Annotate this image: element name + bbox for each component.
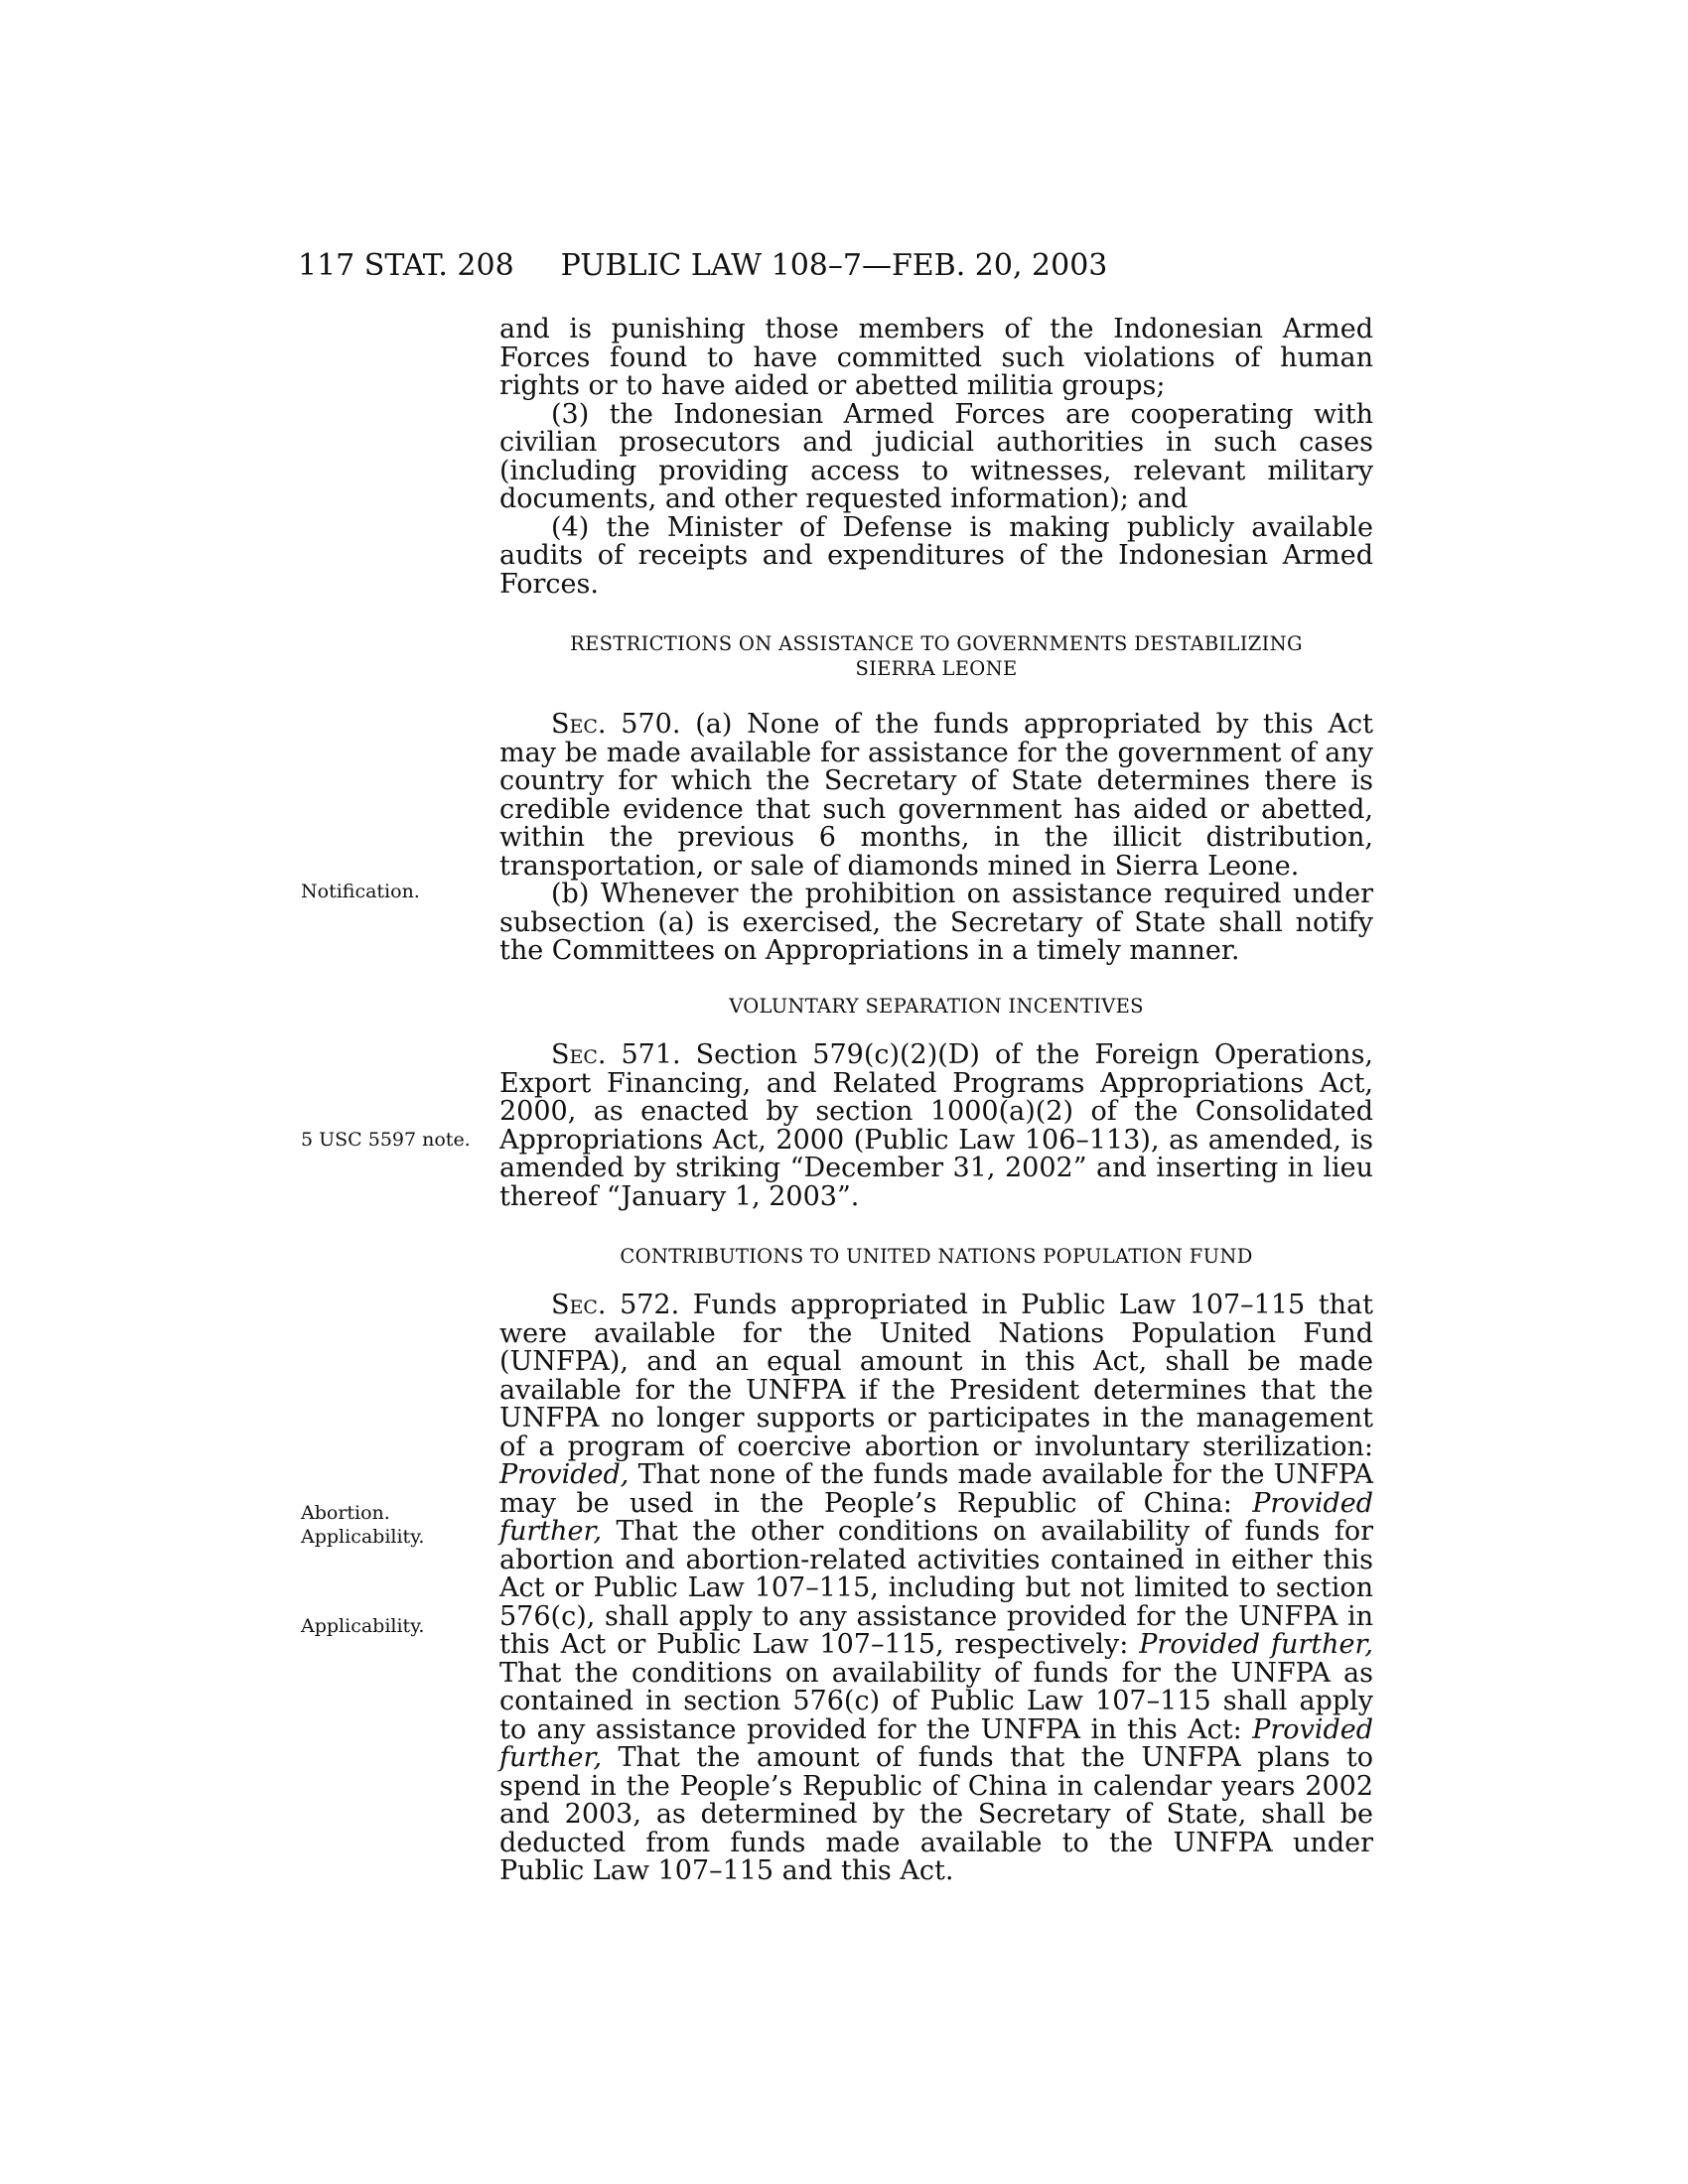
- sec570-label: Sec. 570.: [551, 709, 681, 740]
- sec572-text-1: Funds appropriated in Public Law 107–115 that were available for the United Nations Population Fund (UNFPA), and an equal amount in this Act, shall be made available for the UNFPA if the President determines that the UNFPA no longer supports or participates in the management of a program of coercive abortion or involuntary sterilization:: [499, 1290, 1373, 1462]
- sec572-text-2: That none of the funds made available for the UNFPA may be used in the People’s Republic of China:: [499, 1459, 1373, 1519]
- sec570-heading-line1: RESTRICTIONS ON ASSISTANCE TO GOVERNMENTS DESTABILIZING: [570, 632, 1303, 655]
- margin-note-applicability-1: Applicability.: [301, 1526, 425, 1548]
- page-header: [298, 246, 1370, 286]
- sec570-paragraph-b: (b) Whenever the prohibition on assistance required under subsection (a) is exercised, the Secretary of State shall notify the Committees on Appropriations in a timely manner.: [499, 879, 1373, 966]
- sec570-heading: [499, 631, 1373, 681]
- sec572-text-5: That the amount of funds that the UNFPA plans to spend in the People’s Republic of China in calendar years 2002 and 2003, as determined by the Secretary of State, shall be deducted from funds made available to the UNFPA under Public Law 107–115 and this Act.: [499, 1742, 1373, 1886]
- sec572-label: Sec. 572.: [551, 1290, 680, 1320]
- sec572-provided-4: Provided further,: [499, 1713, 1373, 1773]
- sec572-provided-1: Provided,: [499, 1459, 630, 1490]
- margin-note-usc: 5 USC 5597 note.: [301, 1129, 471, 1151]
- continuation-paragraph-1: and is punishing those members of the Indonesian Armed Forces found to have committed such violations of human rights or to have aided or abetted militia groups;: [499, 314, 1373, 401]
- continuation-paragraph-4: (4) the Minister of Defense is making publicly available audits of receipts and expenditures of the Indonesian Armed Forces.: [499, 511, 1373, 600]
- margin-note-abortion-label: Abortion.: [301, 1502, 390, 1524]
- sec571-heading: VOLUNTARY SEPARATION INCENTIVES: [729, 995, 1144, 1018]
- sec570-text-a: (a) None of the funds appropriated by this Act may be made available for assistance for the government of any country for which the Secretary of State determines there is credible evidence that such government has aided or abetted, within the previous 6 months, in the illicit distribution, transportation, or sale of diamonds mined in Sierra Leone.: [499, 709, 1373, 882]
- margin-note-applicability-2: Applicability.: [301, 1615, 425, 1637]
- sec571-body: [499, 1041, 1373, 1211]
- sec570-body: [499, 711, 1373, 966]
- sec571-text: Section 579(c)(2)(D) of the Foreign Operations, Export Financing, and Related Programs Appropriations Act, 2000, as enacted by section 1000(a)(2) of the Consolidated Appropriations Act, 2000 (Public Law 106–113), as amended, is amended by striking “December 31, 2002” and inserting in lieu thereof “January 1, 2003”.: [499, 1039, 1374, 1212]
- margin-note-notification: Notification.: [301, 881, 420, 902]
- sec572-text-4: That the conditions on availability of funds for the UNFPA as contained in section 576(c) of Public Law 107–115 shall apply to any assistance provided for the UNFPA in this Act:: [499, 1657, 1373, 1745]
- sec571-paragraph: [499, 1041, 1373, 1211]
- sec572-text-3: That the other conditions on availability of funds for abortion and abortion-related activities contained in either this Act or Public Law 107–115, including but not limited to section 576(c), shall apply to any assistance provided for the UNFPA in this Act or Public Law 107–115, respectively:: [499, 1516, 1373, 1660]
- sec571-label: Sec. 571.: [551, 1039, 681, 1070]
- sec572-provided-3: Provided further,: [1139, 1629, 1373, 1660]
- sec570-paragraph-a: [499, 711, 1373, 881]
- stat-reference: 117 STAT. 208: [298, 248, 514, 283]
- law-title: PUBLIC LAW 108–7—FEB. 20, 2003: [560, 248, 1108, 283]
- sec572-body: [499, 1292, 1373, 1886]
- continuation-paragraph-3: (3) the Indonesian Armed Forces are cooperating with civilian prosecutors and judicial authorities in such cases (including providing access to witnesses, relevant military documents, and other requested information); and: [499, 398, 1373, 514]
- sec572-paragraph: [499, 1292, 1373, 1886]
- sec572-heading: CONTRIBUTIONS TO UNITED NATIONS POPULATION FUND: [620, 1245, 1253, 1268]
- continuation-block: [499, 316, 1373, 599]
- sec570-heading-line2: SIERRA LEONE: [855, 657, 1018, 680]
- sec572-provided-2: Provided further,: [499, 1487, 1373, 1547]
- margin-note-abortion: [301, 1501, 424, 1549]
